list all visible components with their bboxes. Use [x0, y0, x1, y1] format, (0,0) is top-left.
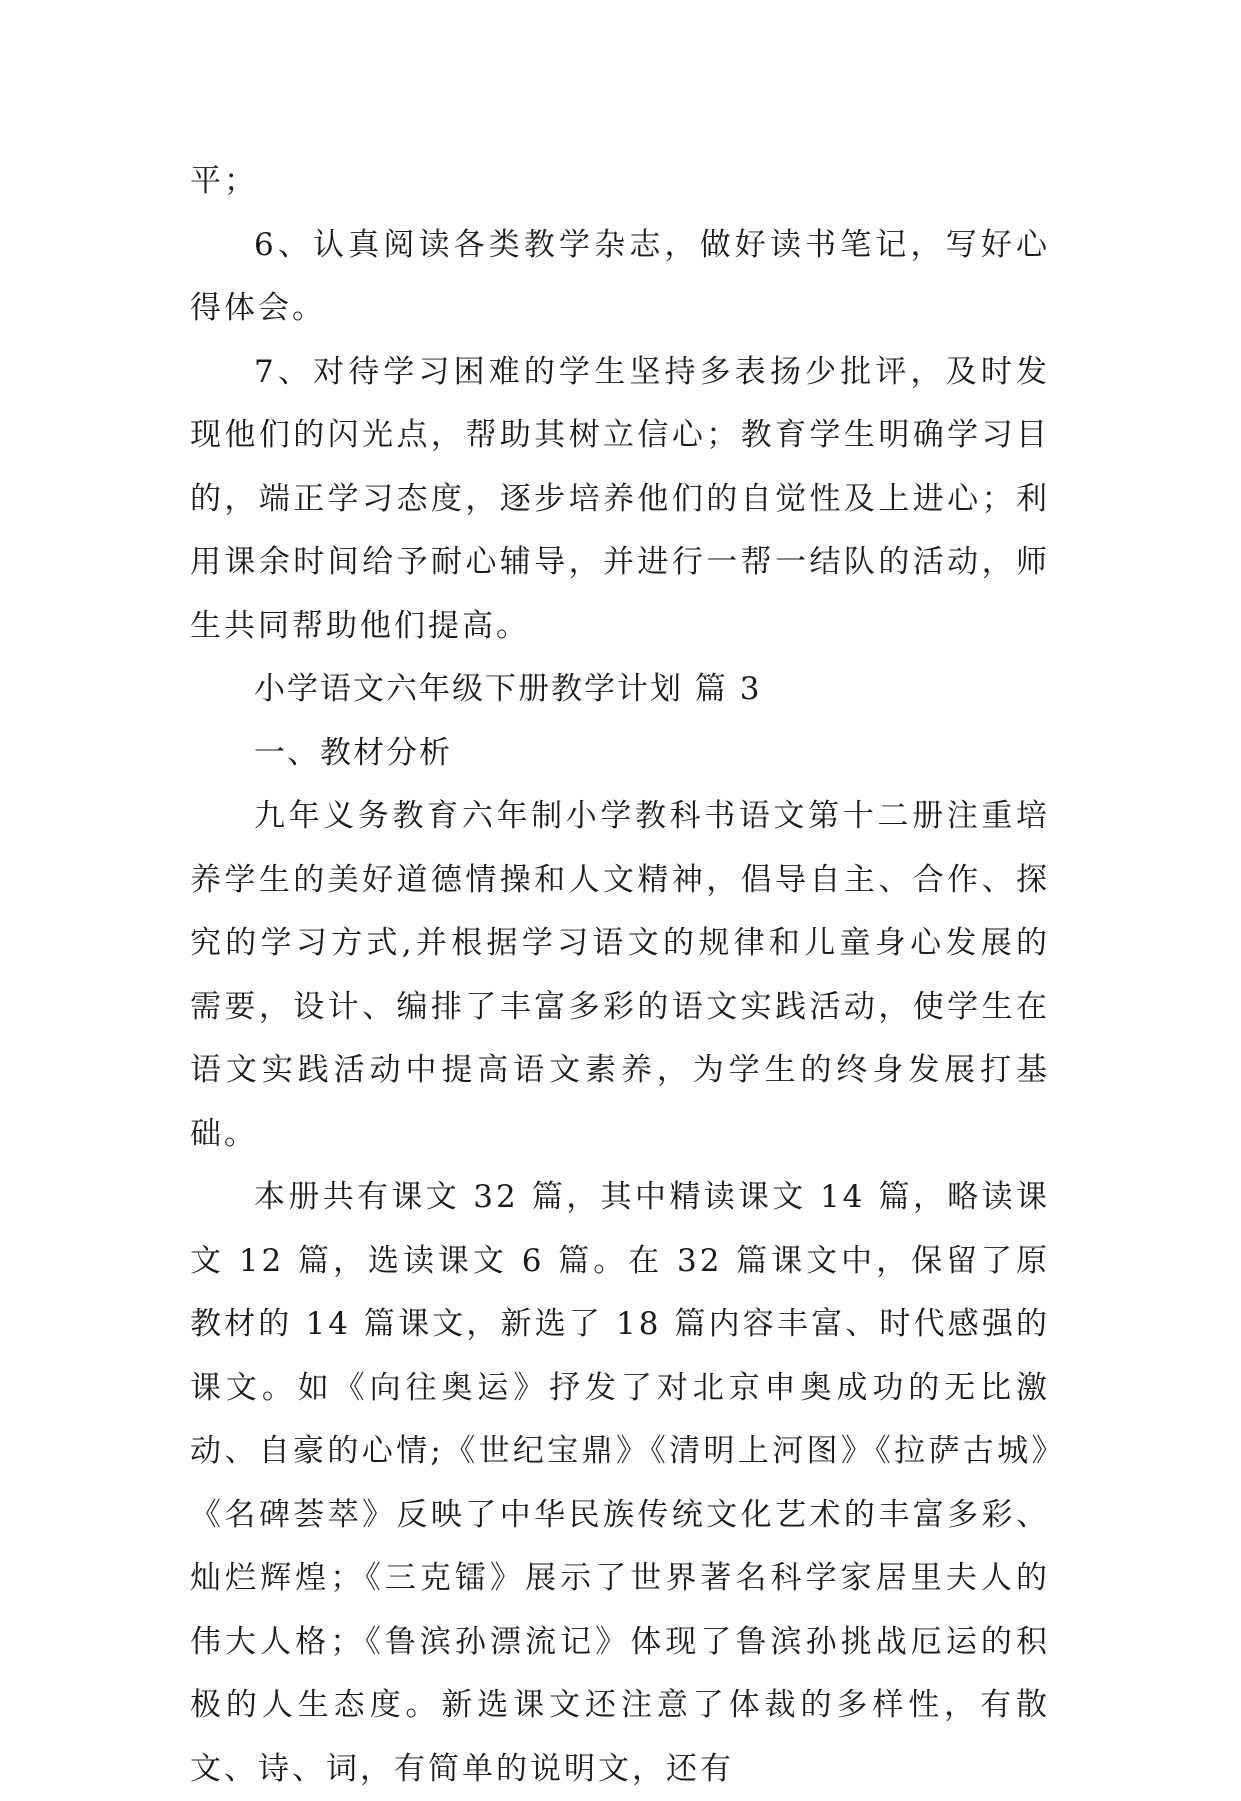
paragraph-item-6: 6、认真阅读各类教学杂志，做好读书笔记，写好心得体会。: [190, 226, 1050, 326]
document-body: [190, 150, 1050, 1801]
paragraph-textbook-intro: 九年义务教育六年制小学教科书语文第十二册注重培养学生的美好道德情操和人文精神，倡导自主、合作、探究的学习方式,并根据学习语文的规律和儿童身心发展的需要，设计、编排了丰富多彩的语文实践活动，使学生在语文实践活动中提高语文素养，为学生的终身发展打基础。: [190, 798, 1050, 1152]
paragraph-item-7: 7、对待学习困难的学生坚持多表扬少批评，及时发现他们的闪光点，帮助其树立信心；教育学生明确学习目的，端正学习态度，逐步培养他们的自觉性及上进心；利用课余时间给予耐心辅导，并进行一帮一结队的活动，师生共同帮助他们提高。: [190, 353, 1050, 644]
paragraph-continuation: 平；: [190, 163, 258, 199]
paragraph-lesson-counts: 本册共有课文 32 篇，其中精读课文 14 篇，略读课文 12 篇，选读课文 6 篇。在 32 篇课文中，保留了原教材的 14 篇课文，新选了 18 篇内容丰富、时代感强的课文。如《向往奥运》抒发了对北京申奥成功的无比激动、自豪的心情;《世纪宝鼎》《清明上河图》《拉萨古城》《名碑荟萃》反映了中华民族传统文化艺术的丰富多彩、灿烂辉煌；《三克镭》展示了世界著名科学家居里夫人的伟大人格；《鲁滨孙漂流记》体现了鲁滨孙挑战厄运的积极的人生态度。新选课文还注意了体裁的多样性，有散文、诗、词，有简单的说明文，还有: [190, 1179, 1050, 1787]
section-heading-textbook-analysis: 一、教材分析: [254, 734, 452, 771]
section-title: 小学语文六年级下册教学计划 篇 3: [254, 671, 762, 707]
